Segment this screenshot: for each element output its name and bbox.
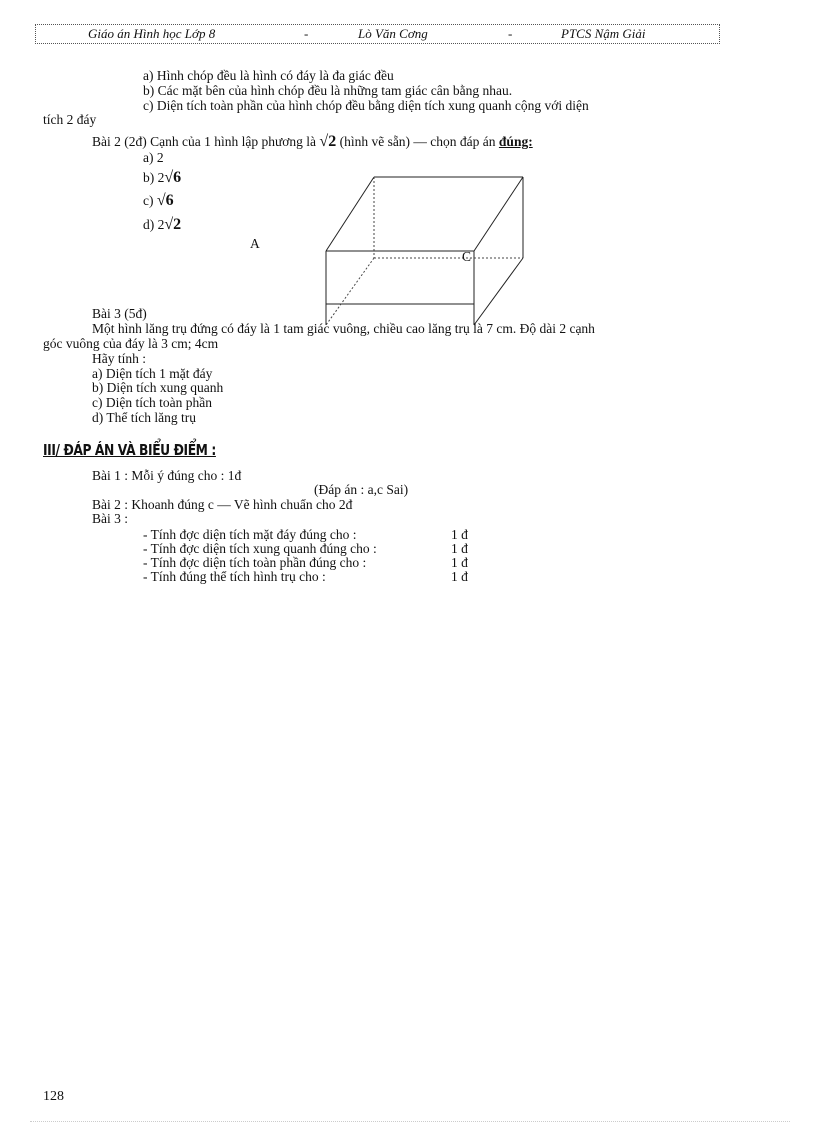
footer-divider (30, 1121, 790, 1122)
bai1-option-c: c) Diện tích toàn phần của hình chóp đều bằng diện tích xung quanh cộng với diện (143, 98, 589, 113)
bai1-option-a: a) Hình chóp đều là hình có đáy là đa giác đều (143, 68, 394, 83)
header-subject: Giáo án Hình học Lớp 8 (88, 26, 216, 41)
bai2-middle: (hình vẽ sẵn) — chọn đáp án (339, 134, 496, 149)
rubric-score: 1 đ (451, 555, 468, 570)
header-school: PTCS Nậm Giải (561, 26, 646, 41)
rubric-item: - Tính đợc diện tích mặt đáy đúng cho : (143, 527, 357, 542)
option-radical: √2 (164, 216, 182, 233)
section-title: III/ ĐÁP ÁN VÀ BIỂU ĐIỂM : (43, 441, 216, 459)
bai3-item: b) Diện tích xung quanh (92, 380, 224, 395)
bai3-line1: Một hình lăng trụ đứng có đáy là 1 tam giác vuông, chiều cao lăng trụ là 7 cm. Độ dài 2 cạnh (92, 321, 595, 336)
option-radical: √6 (164, 169, 182, 186)
option-radical: √6 (156, 192, 174, 209)
rubric-score: 1 đ (451, 541, 468, 556)
bai3-title: Bài 3 (5đ) (92, 306, 147, 321)
rubric-score: 1 đ (451, 569, 468, 584)
option-prefix: c) (143, 193, 157, 208)
rubric-item: - Tính đợc diện tích toàn phần đúng cho : (143, 555, 367, 570)
figure-label-c: C (462, 249, 472, 264)
bai2-sqrt: √2 (319, 133, 337, 150)
option-prefix: a) 2 (143, 150, 164, 165)
bai1-option-b: b) Các mặt bên của hình chóp đều là những tam giác cân bằng nhau. (143, 83, 513, 98)
header-author: Lò Văn Cơng (358, 26, 428, 41)
figure-label-a: A (250, 236, 260, 251)
option-prefix: b) 2 (143, 170, 165, 185)
bai2-bold-word: đúng: (498, 134, 533, 149)
rubric-item: - Tính đúng thể tích hình trụ cho : (143, 569, 326, 584)
rubric-item: - Tính đợc diện tích xung quanh đúng cho : (143, 541, 377, 556)
bai1-option-c-cont: tích 2 đáy (43, 112, 97, 127)
page-number: 128 (43, 1089, 64, 1104)
header-separator: - (304, 26, 309, 41)
bai3-item: a) Diện tích 1 mặt đáy (92, 366, 213, 381)
rubric-score: 1 đ (451, 527, 468, 542)
bai3-item: d) Thể tích lăng trụ (92, 410, 196, 425)
bai3-line2: góc vuông của đáy là 3 cm; 4cm (43, 336, 219, 351)
answer-bai2: Bài 2 : Khoanh đúng c — Vẽ hình chuẩn cho 2đ (92, 497, 353, 512)
answer-bai1-note: (Đáp án : a,c Sai) (314, 482, 409, 497)
option-prefix: d) 2 (143, 217, 165, 232)
answer-bai1: Bài 1 : Mỗi ý đúng cho : 1đ (92, 468, 242, 483)
answer-bai3: Bài 3 : (92, 511, 128, 526)
header-separator: - (508, 26, 513, 41)
bai3-item: c) Diện tích toàn phần (92, 395, 212, 410)
bai3-ask: Hãy tính : (92, 351, 146, 366)
bai2-prefix: Bài 2 (2đ) Cạnh của 1 hình lập phương là (92, 134, 317, 149)
